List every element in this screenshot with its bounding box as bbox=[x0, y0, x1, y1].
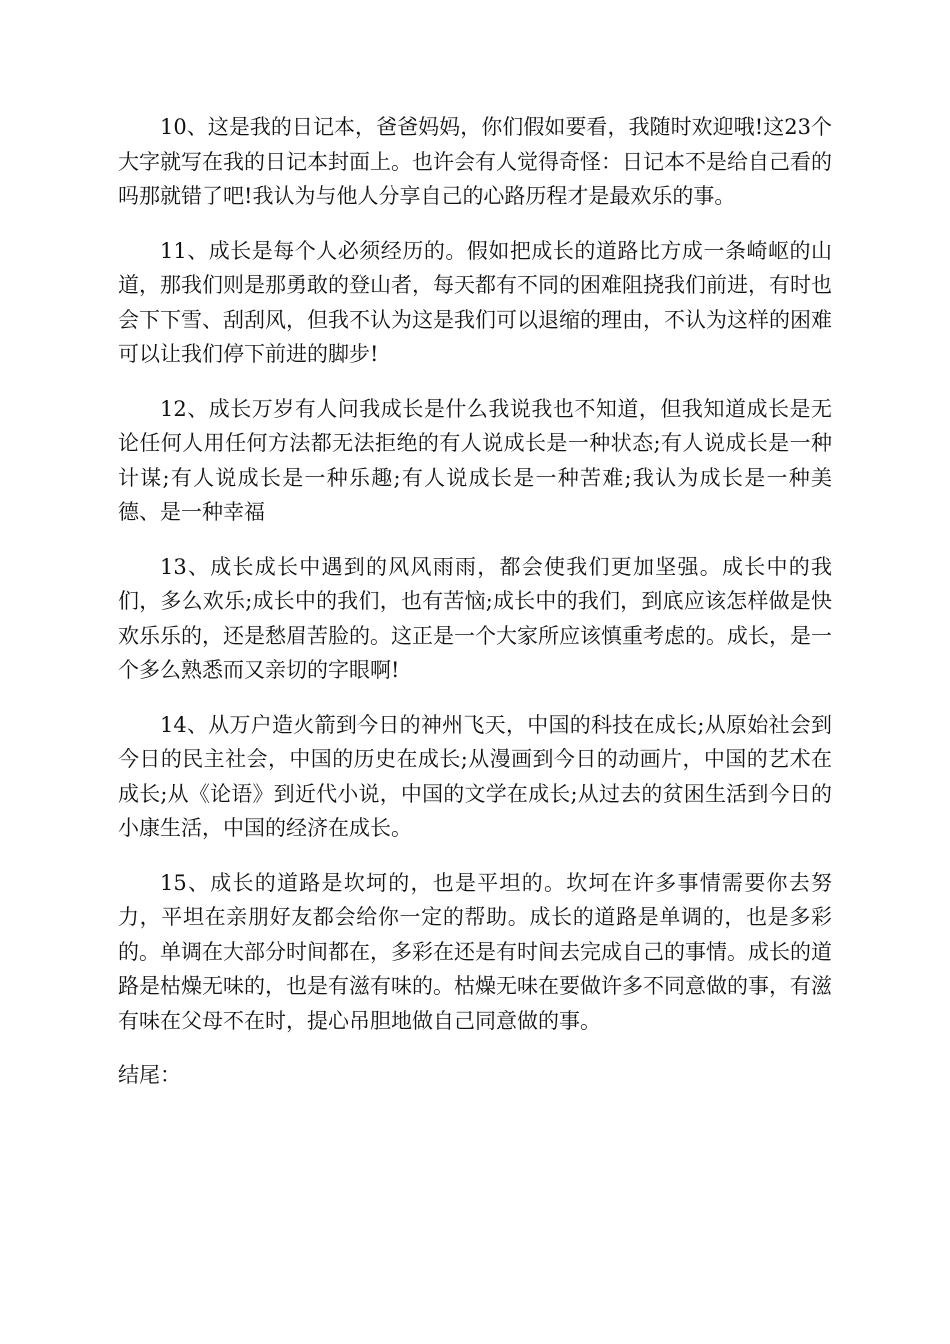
paragraph-12: 12、成长万岁有人问我成长是什么我说我也不知道，但我知道成长是无论任何人用任何方法都无法拒绝的有人说成长是一种状态;有人说成长是一种计谋;有人说成长是一种乐趣;有人说成长是一种苦难;我认为成长是一种美德、是一种幸福 bbox=[118, 396, 832, 524]
paragraph-15: 15、成长的道路是坎坷的，也是平坦的。坎坷在许多事情需要你去努力，平坦在亲朋好友都会给你一定的帮助。成长的道路是单调的，也是多彩的。单调在大部分时间都在，多彩在还是有时间去完成自己的事情。成长的道路是枯燥无味的，也是有滋有味的。枯燥无味在要做许多不同意做的事，有滋有味在父母不在时，提心吊胆地做自己同意做的事。 bbox=[118, 870, 832, 1033]
paragraph-13: 13、成长成长中遇到的风风雨雨，都会使我们更加坚强。成长中的我们，多么欢乐;成长中的我们，也有苦恼;成长中的我们，到底应该怎样做是快欢乐乐的，还是愁眉苦脸的。这正是一个大家所应该慎重考虑的。成长，是一个多么熟悉而又亲切的字眼啊! bbox=[118, 554, 832, 682]
paragraph-11: 11、成长是每个人必须经历的。假如把成长的道路比方成一条崎岖的山道，那我们则是那勇敢的登山者，每天都有不同的困难阻挠我们前进，有时也会下下雪、刮刮风，但我不认为这是我们可以退缩的理由，不认为这样的困难可以让我们停下前进的脚步! bbox=[118, 238, 832, 366]
paragraph-14: 14、从万户造火箭到今日的神州飞天，中国的科技在成长;从原始社会到今日的民主社会，中国的历史在成长;从漫画到今日的动画片，中国的艺术在成长;从《论语》到近代小说，中国的文学在成长;从过去的贫困生活到今日的小康生活，中国的经济在成长。 bbox=[118, 712, 832, 840]
paragraph-10: 10、这是我的日记本，爸爸妈妈，你们假如要看，我随时欢迎哦!这23个大字就写在我的日记本封面上。也许会有人觉得奇怪：日记本不是给自己看的吗那就错了吧!我认为与他人分享自己的心路历程才是最欢乐的事。 bbox=[118, 115, 832, 208]
document-body bbox=[118, 110, 832, 1093]
ending-label: 结尾： bbox=[118, 1063, 181, 1087]
